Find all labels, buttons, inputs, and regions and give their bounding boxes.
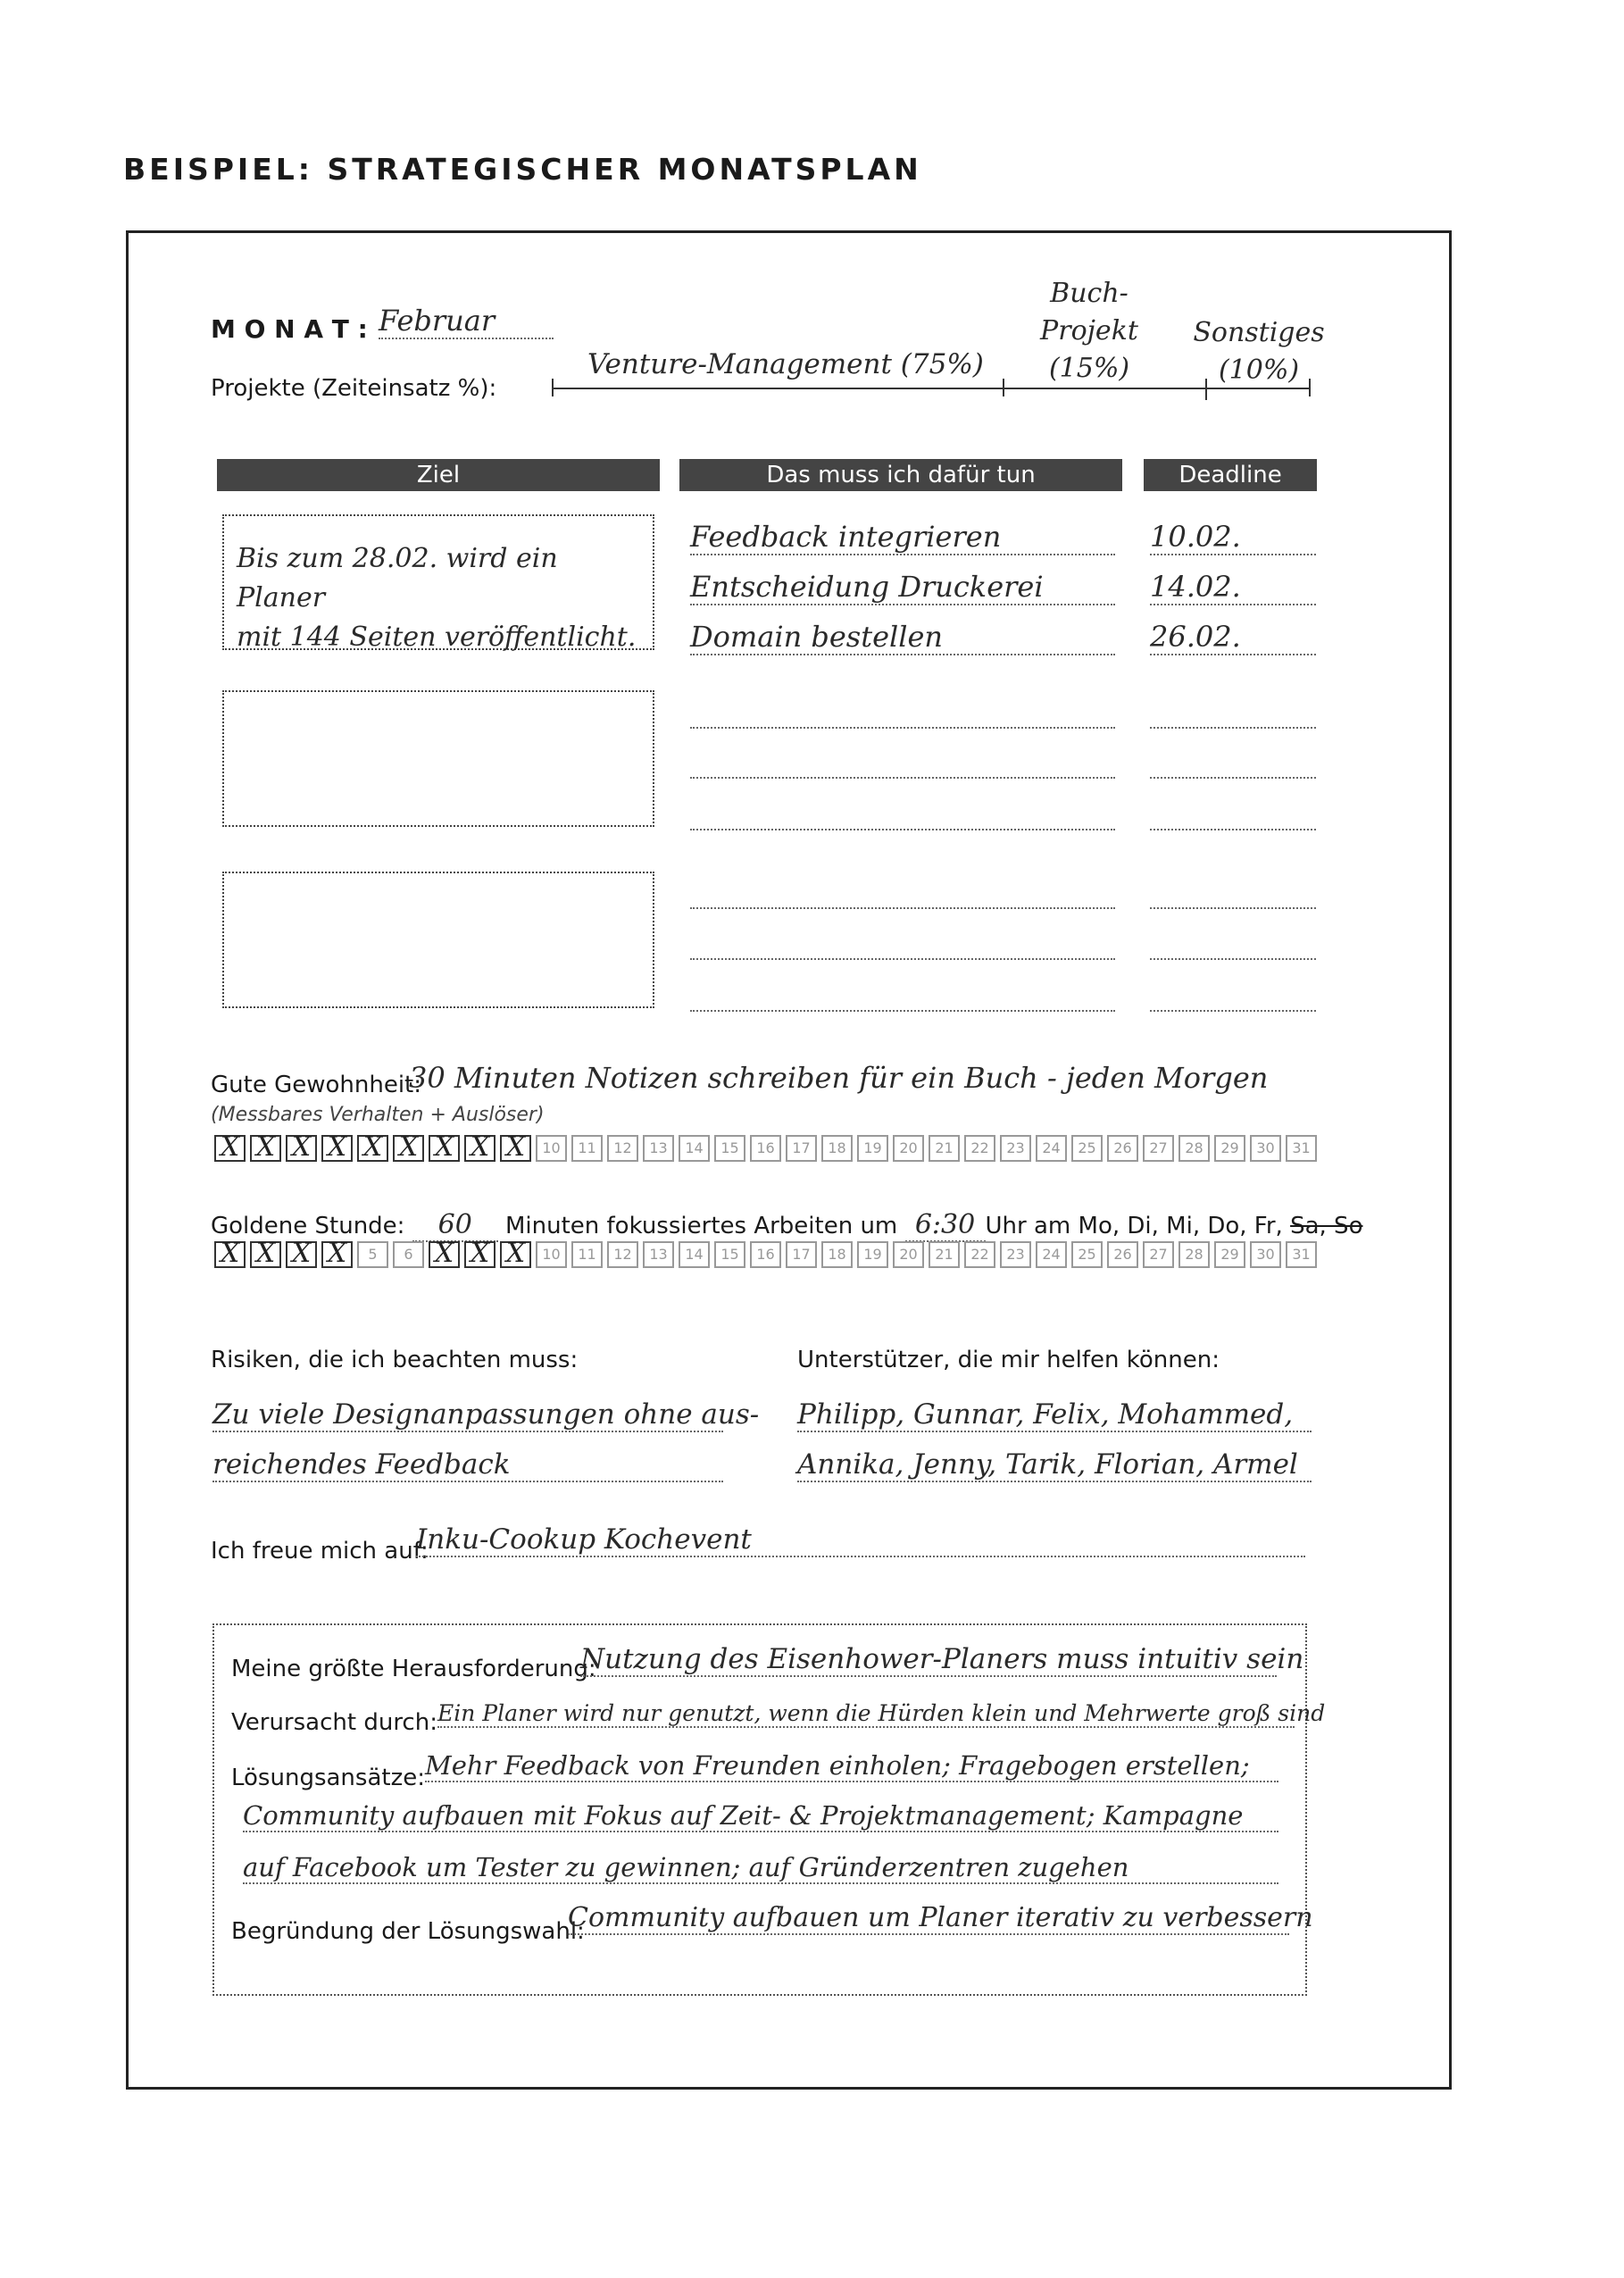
day-cell-5[interactable]: 5	[357, 1241, 388, 1268]
day-cell-29[interactable]: 29	[1214, 1135, 1245, 1162]
stunde-minutes[interactable]: 60	[412, 1209, 498, 1242]
monat-value: Februar	[379, 304, 554, 339]
task-line-empty[interactable]	[690, 829, 1115, 830]
deadline-line-empty[interactable]	[1150, 829, 1316, 830]
day-cell-5[interactable]: X	[357, 1135, 388, 1162]
task-1[interactable]: Feedback integrieren	[690, 520, 1115, 555]
day-cell-19[interactable]: 19	[857, 1135, 888, 1162]
day-cell-15[interactable]: 15	[714, 1241, 745, 1268]
day-cell-9[interactable]: X	[500, 1241, 531, 1268]
day-cell-19[interactable]: 19	[857, 1241, 888, 1268]
day-cell-30[interactable]: 30	[1250, 1135, 1281, 1162]
day-cell-2[interactable]: X	[250, 1241, 281, 1268]
stunde-tracker	[214, 1238, 1317, 1269]
day-cell-18[interactable]: 18	[821, 1135, 853, 1162]
task-line-empty[interactable]	[690, 1010, 1115, 1012]
day-cell-28[interactable]: 28	[1178, 1135, 1210, 1162]
freue-value[interactable]: Inku-Cookup Kochevent	[416, 1523, 1305, 1557]
day-cell-9[interactable]: X	[500, 1135, 531, 1162]
challenge-v-label: Verursacht durch:	[231, 1709, 437, 1736]
risiken-line-1[interactable]: Zu viele Designanpassungen ohne aus-	[212, 1398, 760, 1431]
day-cell-16[interactable]: 16	[750, 1135, 781, 1162]
gewohnheit-tracker	[214, 1131, 1317, 1163]
day-cell-29[interactable]: 29	[1214, 1241, 1245, 1268]
task-line-empty[interactable]	[690, 958, 1115, 960]
deadline-line-empty[interactable]	[1150, 1010, 1316, 1012]
gewohnheit-sub: (Messbares Verhalten + Auslöser)	[211, 1104, 545, 1126]
challenge-b-label: Begründung der Lösungswahl:	[231, 1918, 585, 1945]
header-deadline: Deadline	[1144, 459, 1317, 491]
goal-box-3[interactable]	[222, 872, 654, 1008]
day-cell-24[interactable]: 24	[1036, 1241, 1067, 1268]
day-cell-4[interactable]: X	[321, 1135, 353, 1162]
deadline-line-empty[interactable]	[1150, 958, 1316, 960]
gewohnheit-label: Gute Gewohnheit:	[211, 1072, 422, 1098]
day-cell-10[interactable]: 10	[536, 1135, 567, 1162]
day-cell-8[interactable]: X	[464, 1135, 496, 1162]
challenge-h-value[interactable]: Nutzung des Eisenhower-Planers muss intuitiv sein	[580, 1643, 1304, 1675]
deadline-1[interactable]: 10.02.	[1150, 520, 1316, 555]
day-cell-1[interactable]: X	[214, 1135, 246, 1162]
day-cell-21[interactable]: 21	[929, 1241, 960, 1268]
day-cell-13[interactable]: 13	[643, 1135, 674, 1162]
header-ziel: Ziel	[217, 459, 660, 491]
day-cell-31[interactable]: 31	[1286, 1241, 1317, 1268]
timeline-tick-start	[552, 379, 554, 396]
projekte-label: Projekte (Zeiteinsatz %):	[211, 375, 497, 402]
deadline-line-empty[interactable]	[1150, 727, 1316, 729]
day-cell-17[interactable]: 17	[786, 1135, 817, 1162]
stunde-after: Uhr am Mo, Di, Mi, Do, Fr,	[985, 1213, 1283, 1239]
unterstuetzer-line-1[interactable]: Philipp, Gunnar, Felix, Mohammed,	[797, 1398, 1312, 1432]
day-cell-28[interactable]: 28	[1178, 1241, 1210, 1268]
day-cell-10[interactable]: 10	[536, 1241, 567, 1268]
day-cell-26[interactable]: 26	[1107, 1135, 1138, 1162]
day-cell-3[interactable]: X	[286, 1135, 317, 1162]
unterstuetzer-line-2[interactable]: Annika, Jenny, Tarik, Florian, Armel	[797, 1448, 1312, 1482]
goal-1-line-1: Bis zum 28.02. wird ein Planer	[237, 543, 558, 613]
stunde-struck-days: Sa, So	[1290, 1213, 1363, 1239]
task-line-empty[interactable]	[690, 907, 1115, 909]
day-cell-1[interactable]: X	[214, 1241, 246, 1268]
day-cell-7[interactable]: X	[429, 1135, 460, 1162]
header-tun: Das muss ich dafür tun	[679, 459, 1122, 491]
risiken-line-2[interactable]: reichendes Feedback	[212, 1448, 723, 1482]
task-2[interactable]: Entscheidung Druckerei	[690, 570, 1115, 605]
day-cell-31[interactable]: 31	[1286, 1135, 1317, 1162]
stunde-middle: Minuten fokussiertes Arbeiten um	[504, 1213, 898, 1239]
day-cell-23[interactable]: 23	[1000, 1241, 1031, 1268]
day-cell-21[interactable]: 21	[929, 1135, 960, 1162]
gewohnheit-value: 30 Minuten Notizen schreiben für ein Buch - jeden Morgen	[409, 1061, 1269, 1095]
day-cell-26[interactable]: 26	[1107, 1241, 1138, 1268]
freue-label: Ich freue mich auf:	[211, 1538, 429, 1565]
day-cell-23[interactable]: 23	[1000, 1135, 1031, 1162]
day-cell-27[interactable]: 27	[1143, 1135, 1174, 1162]
project-sonstiges: Sonstiges (10%)	[1193, 317, 1325, 386]
day-cell-16[interactable]: 16	[750, 1241, 781, 1268]
day-cell-14[interactable]: 14	[679, 1135, 710, 1162]
stunde-line	[211, 1209, 1362, 1242]
goal-box-2[interactable]	[222, 690, 654, 827]
challenge-l-line-2[interactable]: Community aufbauen mit Fokus auf Zeit- & Projektmanagement; Kampagne	[243, 1800, 1278, 1832]
day-cell-13[interactable]: 13	[643, 1241, 674, 1268]
day-cell-18[interactable]: 18	[821, 1241, 853, 1268]
unterstuetzer-label: Unterstützer, die mir helfen können:	[797, 1347, 1220, 1373]
project-venture: Venture-Management (75%)	[587, 348, 984, 380]
day-cell-14[interactable]: 14	[679, 1241, 710, 1268]
deadline-3[interactable]: 26.02.	[1150, 620, 1316, 655]
challenge-v-value[interactable]: Ein Planer wird nur genutzt, wenn die Hürden klein und Mehrwerte groß sind	[437, 1700, 1326, 1726]
day-cell-27[interactable]: 27	[1143, 1241, 1174, 1268]
day-cell-20[interactable]: 20	[893, 1135, 924, 1162]
goal-box-1[interactable]	[222, 514, 654, 653]
day-cell-22[interactable]: 22	[964, 1241, 995, 1268]
stunde-label: Goldene Stunde:	[211, 1213, 405, 1239]
challenge-l-label: Lösungsansätze:	[231, 1765, 425, 1791]
day-cell-11[interactable]: 11	[571, 1241, 603, 1268]
day-cell-22[interactable]: 22	[964, 1135, 995, 1162]
day-cell-25[interactable]: 25	[1071, 1135, 1103, 1162]
day-cell-2[interactable]: X	[250, 1135, 281, 1162]
day-cell-30[interactable]: 30	[1250, 1241, 1281, 1268]
day-cell-17[interactable]: 17	[786, 1241, 817, 1268]
page-title: BEISPIEL: STRATEGISCHER MONATSPLAN	[123, 152, 922, 187]
day-cell-12[interactable]: 12	[607, 1241, 638, 1268]
day-cell-3[interactable]: X	[286, 1241, 317, 1268]
monat-label: M O N A T :	[211, 314, 368, 344]
goal-1-line-2: mit 144 Seiten veröffentlicht.	[237, 622, 637, 653]
day-cell-6[interactable]: X	[393, 1135, 424, 1162]
deadline-2[interactable]: 14.02.	[1150, 570, 1316, 605]
day-cell-6[interactable]: 6	[393, 1241, 424, 1268]
day-cell-24[interactable]: 24	[1036, 1135, 1067, 1162]
deadline-line-empty[interactable]	[1150, 777, 1316, 779]
day-cell-7[interactable]: X	[429, 1241, 460, 1268]
day-cell-4[interactable]: X	[321, 1241, 353, 1268]
risiken-label: Risiken, die ich beachten muss:	[211, 1347, 579, 1373]
challenge-h-label: Meine größte Herausforderung:	[231, 1656, 596, 1682]
day-cell-12[interactable]: 12	[607, 1135, 638, 1162]
task-line-empty[interactable]	[690, 777, 1115, 779]
day-cell-15[interactable]: 15	[714, 1135, 745, 1162]
deadline-line-empty[interactable]	[1150, 907, 1316, 909]
day-cell-20[interactable]: 20	[893, 1241, 924, 1268]
challenge-l-line-1[interactable]: Mehr Feedback von Freunden einholen; Fragebogen erstellen;	[425, 1750, 1278, 1782]
day-cell-8[interactable]: X	[464, 1241, 496, 1268]
task-3[interactable]: Domain bestellen	[690, 620, 1115, 655]
stunde-time[interactable]: 6:30	[905, 1209, 986, 1242]
task-line-empty[interactable]	[690, 727, 1115, 729]
challenge-b-value[interactable]: Community aufbauen um Planer iterativ zu verbessern	[568, 1902, 1313, 1933]
day-cell-11[interactable]: 11	[571, 1135, 603, 1162]
day-cell-25[interactable]: 25	[1071, 1241, 1103, 1268]
project-buch: Buch- Projekt (15%)	[1040, 278, 1138, 384]
challenge-l-line-3[interactable]: auf Facebook um Tester zu gewinnen; auf Gründerzentren zugehen	[243, 1852, 1278, 1884]
timeline-tick-1	[1003, 379, 1004, 396]
